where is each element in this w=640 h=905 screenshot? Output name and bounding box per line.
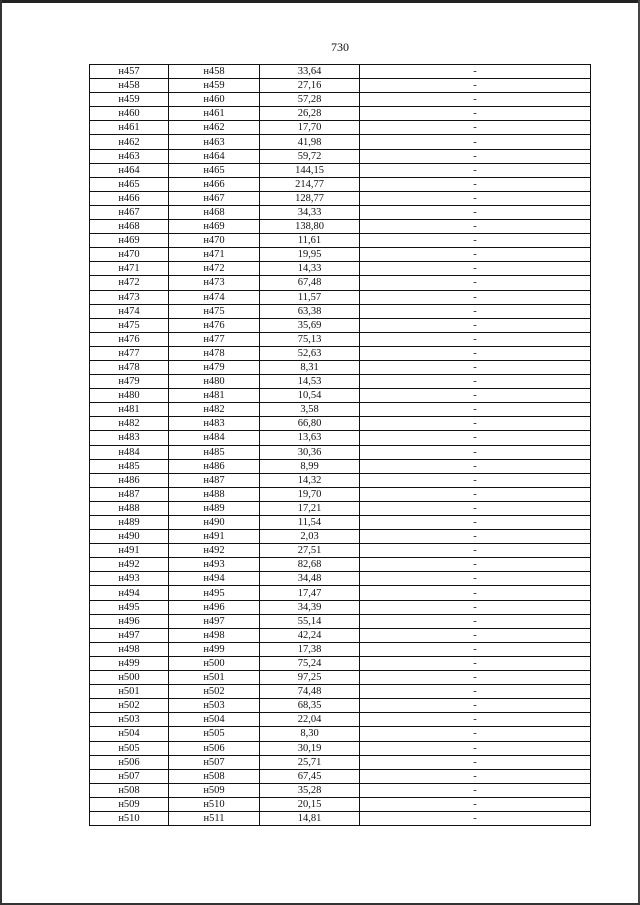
table-row xyxy=(90,600,591,614)
note-cell: - xyxy=(360,191,591,205)
distance-cell: 17,47 xyxy=(260,586,360,600)
note-cell: - xyxy=(360,586,591,600)
table-row xyxy=(90,544,591,558)
to-point-cell: н481 xyxy=(169,389,260,403)
table-body xyxy=(90,65,591,826)
from-point-cell: н488 xyxy=(90,501,169,515)
distance-cell: 14,33 xyxy=(260,262,360,276)
note-cell: - xyxy=(360,79,591,93)
distance-cell: 11,54 xyxy=(260,516,360,530)
table-row xyxy=(90,671,591,685)
table-row xyxy=(90,375,591,389)
table-row xyxy=(90,234,591,248)
from-point-cell: н472 xyxy=(90,276,169,290)
distance-cell: 214,77 xyxy=(260,177,360,191)
distance-cell: 34,48 xyxy=(260,572,360,586)
to-point-cell: н505 xyxy=(169,727,260,741)
table-row xyxy=(90,558,591,572)
to-point-cell: н495 xyxy=(169,586,260,600)
table-row xyxy=(90,220,591,234)
distance-cell: 67,48 xyxy=(260,276,360,290)
distance-cell: 13,63 xyxy=(260,431,360,445)
to-point-cell: н508 xyxy=(169,769,260,783)
note-cell: - xyxy=(360,234,591,248)
note-cell: - xyxy=(360,304,591,318)
from-point-cell: н501 xyxy=(90,685,169,699)
to-point-cell: н469 xyxy=(169,220,260,234)
distance-cell: 17,38 xyxy=(260,642,360,656)
table-row xyxy=(90,290,591,304)
table-row xyxy=(90,797,591,811)
table-row xyxy=(90,431,591,445)
distance-cell: 19,95 xyxy=(260,248,360,262)
note-cell: - xyxy=(360,487,591,501)
note-cell: - xyxy=(360,220,591,234)
from-point-cell: н482 xyxy=(90,417,169,431)
to-point-cell: н468 xyxy=(169,205,260,219)
distance-cell: 27,16 xyxy=(260,79,360,93)
to-point-cell: н460 xyxy=(169,93,260,107)
table-row xyxy=(90,628,591,642)
table-row xyxy=(90,572,591,586)
table-row xyxy=(90,741,591,755)
distance-cell: 8,31 xyxy=(260,360,360,374)
table-row xyxy=(90,65,591,79)
to-point-cell: н478 xyxy=(169,346,260,360)
to-point-cell: н497 xyxy=(169,614,260,628)
note-cell: - xyxy=(360,149,591,163)
note-cell: - xyxy=(360,755,591,769)
distance-cell: 25,71 xyxy=(260,755,360,769)
from-point-cell: н467 xyxy=(90,205,169,219)
note-cell: - xyxy=(360,501,591,515)
distance-cell: 27,51 xyxy=(260,544,360,558)
from-point-cell: н499 xyxy=(90,656,169,670)
boundary-points-table-container xyxy=(89,64,591,826)
distance-cell: 19,70 xyxy=(260,487,360,501)
distance-cell: 55,14 xyxy=(260,614,360,628)
from-point-cell: н465 xyxy=(90,177,169,191)
table-row xyxy=(90,318,591,332)
to-point-cell: н485 xyxy=(169,445,260,459)
scan-edge-top xyxy=(0,0,640,3)
distance-cell: 22,04 xyxy=(260,713,360,727)
from-point-cell: н462 xyxy=(90,135,169,149)
distance-cell: 75,24 xyxy=(260,656,360,670)
to-point-cell: н488 xyxy=(169,487,260,501)
table-row xyxy=(90,501,591,515)
note-cell: - xyxy=(360,797,591,811)
from-point-cell: н498 xyxy=(90,642,169,656)
to-point-cell: н465 xyxy=(169,163,260,177)
table-row xyxy=(90,530,591,544)
note-cell: - xyxy=(360,628,591,642)
from-point-cell: н475 xyxy=(90,318,169,332)
table-row xyxy=(90,360,591,374)
to-point-cell: н494 xyxy=(169,572,260,586)
note-cell: - xyxy=(360,642,591,656)
table-row xyxy=(90,93,591,107)
note-cell: - xyxy=(360,783,591,797)
distance-cell: 17,21 xyxy=(260,501,360,515)
to-point-cell: н477 xyxy=(169,332,260,346)
note-cell: - xyxy=(360,346,591,360)
table-row xyxy=(90,811,591,825)
from-point-cell: н509 xyxy=(90,797,169,811)
from-point-cell: н485 xyxy=(90,459,169,473)
to-point-cell: н483 xyxy=(169,417,260,431)
distance-cell: 52,63 xyxy=(260,346,360,360)
distance-cell: 82,68 xyxy=(260,558,360,572)
distance-cell: 68,35 xyxy=(260,699,360,713)
distance-cell: 26,28 xyxy=(260,107,360,121)
from-point-cell: н478 xyxy=(90,360,169,374)
note-cell: - xyxy=(360,248,591,262)
note-cell: - xyxy=(360,107,591,121)
to-point-cell: н461 xyxy=(169,107,260,121)
distance-cell: 10,54 xyxy=(260,389,360,403)
from-point-cell: н507 xyxy=(90,769,169,783)
note-cell: - xyxy=(360,614,591,628)
table-row xyxy=(90,699,591,713)
from-point-cell: н496 xyxy=(90,614,169,628)
table-row xyxy=(90,205,591,219)
from-point-cell: н479 xyxy=(90,375,169,389)
table-row xyxy=(90,713,591,727)
distance-cell: 11,57 xyxy=(260,290,360,304)
note-cell: - xyxy=(360,318,591,332)
note-cell: - xyxy=(360,769,591,783)
from-point-cell: н491 xyxy=(90,544,169,558)
from-point-cell: н495 xyxy=(90,600,169,614)
page-number: 730 xyxy=(331,40,349,54)
table-row xyxy=(90,332,591,346)
to-point-cell: н458 xyxy=(169,65,260,79)
to-point-cell: н466 xyxy=(169,177,260,191)
from-point-cell: н483 xyxy=(90,431,169,445)
to-point-cell: н489 xyxy=(169,501,260,515)
to-point-cell: н509 xyxy=(169,783,260,797)
from-point-cell: н463 xyxy=(90,149,169,163)
from-point-cell: н458 xyxy=(90,79,169,93)
from-point-cell: н497 xyxy=(90,628,169,642)
distance-cell: 14,32 xyxy=(260,473,360,487)
from-point-cell: н460 xyxy=(90,107,169,121)
distance-cell: 144,15 xyxy=(260,163,360,177)
to-point-cell: н503 xyxy=(169,699,260,713)
to-point-cell: н510 xyxy=(169,797,260,811)
note-cell: - xyxy=(360,389,591,403)
to-point-cell: н500 xyxy=(169,656,260,670)
distance-cell: 66,80 xyxy=(260,417,360,431)
distance-cell: 57,28 xyxy=(260,93,360,107)
table-row xyxy=(90,727,591,741)
note-cell: - xyxy=(360,93,591,107)
table-row xyxy=(90,417,591,431)
from-point-cell: н505 xyxy=(90,741,169,755)
note-cell: - xyxy=(360,713,591,727)
to-point-cell: н476 xyxy=(169,318,260,332)
table-row xyxy=(90,783,591,797)
from-point-cell: н489 xyxy=(90,516,169,530)
from-point-cell: н476 xyxy=(90,332,169,346)
distance-cell: 34,39 xyxy=(260,600,360,614)
from-point-cell: н487 xyxy=(90,487,169,501)
note-cell: - xyxy=(360,290,591,304)
from-point-cell: н510 xyxy=(90,811,169,825)
note-cell: - xyxy=(360,741,591,755)
note-cell: - xyxy=(360,572,591,586)
from-point-cell: н464 xyxy=(90,163,169,177)
to-point-cell: н496 xyxy=(169,600,260,614)
from-point-cell: н503 xyxy=(90,713,169,727)
to-point-cell: н493 xyxy=(169,558,260,572)
distance-cell: 138,80 xyxy=(260,220,360,234)
note-cell: - xyxy=(360,417,591,431)
from-point-cell: н470 xyxy=(90,248,169,262)
distance-cell: 35,28 xyxy=(260,783,360,797)
table-row xyxy=(90,586,591,600)
table-row xyxy=(90,656,591,670)
distance-cell: 41,98 xyxy=(260,135,360,149)
note-cell: - xyxy=(360,699,591,713)
note-cell: - xyxy=(360,459,591,473)
distance-cell: 33,64 xyxy=(260,65,360,79)
distance-cell: 14,53 xyxy=(260,375,360,389)
note-cell: - xyxy=(360,558,591,572)
table-row xyxy=(90,121,591,135)
distance-cell: 14,81 xyxy=(260,811,360,825)
note-cell: - xyxy=(360,276,591,290)
note-cell: - xyxy=(360,431,591,445)
distance-cell: 17,70 xyxy=(260,121,360,135)
distance-cell: 30,36 xyxy=(260,445,360,459)
to-point-cell: н464 xyxy=(169,149,260,163)
from-point-cell: н493 xyxy=(90,572,169,586)
table-row xyxy=(90,79,591,93)
note-cell: - xyxy=(360,177,591,191)
distance-cell: 59,72 xyxy=(260,149,360,163)
note-cell: - xyxy=(360,600,591,614)
from-point-cell: н477 xyxy=(90,346,169,360)
to-point-cell: н482 xyxy=(169,403,260,417)
from-point-cell: н469 xyxy=(90,234,169,248)
to-point-cell: н486 xyxy=(169,459,260,473)
table-row xyxy=(90,149,591,163)
from-point-cell: н468 xyxy=(90,220,169,234)
distance-cell: 2,03 xyxy=(260,530,360,544)
distance-cell: 75,13 xyxy=(260,332,360,346)
from-point-cell: н500 xyxy=(90,671,169,685)
note-cell: - xyxy=(360,65,591,79)
table-row xyxy=(90,642,591,656)
table-row xyxy=(90,304,591,318)
note-cell: - xyxy=(360,811,591,825)
to-point-cell: н474 xyxy=(169,290,260,304)
to-point-cell: н491 xyxy=(169,530,260,544)
table-row xyxy=(90,403,591,417)
note-cell: - xyxy=(360,685,591,699)
distance-cell: 34,33 xyxy=(260,205,360,219)
to-point-cell: н472 xyxy=(169,262,260,276)
distance-cell: 35,69 xyxy=(260,318,360,332)
to-point-cell: н504 xyxy=(169,713,260,727)
to-point-cell: н473 xyxy=(169,276,260,290)
to-point-cell: н502 xyxy=(169,685,260,699)
note-cell: - xyxy=(360,727,591,741)
from-point-cell: н502 xyxy=(90,699,169,713)
table-row xyxy=(90,163,591,177)
from-point-cell: н508 xyxy=(90,783,169,797)
note-cell: - xyxy=(360,375,591,389)
from-point-cell: н474 xyxy=(90,304,169,318)
distance-cell: 8,99 xyxy=(260,459,360,473)
note-cell: - xyxy=(360,473,591,487)
distance-cell: 20,15 xyxy=(260,797,360,811)
distance-cell: 67,45 xyxy=(260,769,360,783)
distance-cell: 11,61 xyxy=(260,234,360,248)
to-point-cell: н506 xyxy=(169,741,260,755)
distance-cell: 74,48 xyxy=(260,685,360,699)
from-point-cell: н471 xyxy=(90,262,169,276)
note-cell: - xyxy=(360,135,591,149)
to-point-cell: н487 xyxy=(169,473,260,487)
table-row xyxy=(90,755,591,769)
from-point-cell: н492 xyxy=(90,558,169,572)
distance-cell: 3,58 xyxy=(260,403,360,417)
table-row xyxy=(90,445,591,459)
note-cell: - xyxy=(360,121,591,135)
note-cell: - xyxy=(360,262,591,276)
from-point-cell: н481 xyxy=(90,403,169,417)
table-row xyxy=(90,614,591,628)
distance-cell: 30,19 xyxy=(260,741,360,755)
to-point-cell: н492 xyxy=(169,544,260,558)
note-cell: - xyxy=(360,332,591,346)
from-point-cell: н484 xyxy=(90,445,169,459)
distance-cell: 128,77 xyxy=(260,191,360,205)
to-point-cell: н479 xyxy=(169,360,260,374)
distance-cell: 63,38 xyxy=(260,304,360,318)
from-point-cell: н473 xyxy=(90,290,169,304)
table-row xyxy=(90,262,591,276)
table-row xyxy=(90,177,591,191)
to-point-cell: н462 xyxy=(169,121,260,135)
table-row xyxy=(90,191,591,205)
from-point-cell: н490 xyxy=(90,530,169,544)
note-cell: - xyxy=(360,671,591,685)
from-point-cell: н494 xyxy=(90,586,169,600)
note-cell: - xyxy=(360,403,591,417)
scan-edge-left xyxy=(0,0,2,905)
from-point-cell: н480 xyxy=(90,389,169,403)
from-point-cell: н459 xyxy=(90,93,169,107)
table-row xyxy=(90,248,591,262)
distance-cell: 97,25 xyxy=(260,671,360,685)
to-point-cell: н471 xyxy=(169,248,260,262)
table-row xyxy=(90,459,591,473)
note-cell: - xyxy=(360,544,591,558)
distance-cell: 8,30 xyxy=(260,727,360,741)
to-point-cell: н467 xyxy=(169,191,260,205)
to-point-cell: н490 xyxy=(169,516,260,530)
to-point-cell: н484 xyxy=(169,431,260,445)
note-cell: - xyxy=(360,530,591,544)
table-row xyxy=(90,135,591,149)
note-cell: - xyxy=(360,445,591,459)
to-point-cell: н507 xyxy=(169,755,260,769)
table-row xyxy=(90,107,591,121)
to-point-cell: н498 xyxy=(169,628,260,642)
to-point-cell: н511 xyxy=(169,811,260,825)
note-cell: - xyxy=(360,656,591,670)
table-row xyxy=(90,473,591,487)
to-point-cell: н459 xyxy=(169,79,260,93)
to-point-cell: н480 xyxy=(169,375,260,389)
note-cell: - xyxy=(360,360,591,374)
note-cell: - xyxy=(360,163,591,177)
table-row xyxy=(90,276,591,290)
note-cell: - xyxy=(360,516,591,530)
boundary-points-table xyxy=(89,64,591,826)
table-row xyxy=(90,346,591,360)
from-point-cell: н506 xyxy=(90,755,169,769)
table-row xyxy=(90,389,591,403)
note-cell: - xyxy=(360,205,591,219)
distance-cell: 42,24 xyxy=(260,628,360,642)
from-point-cell: н457 xyxy=(90,65,169,79)
to-point-cell: н463 xyxy=(169,135,260,149)
table-row xyxy=(90,769,591,783)
from-point-cell: н461 xyxy=(90,121,169,135)
from-point-cell: н486 xyxy=(90,473,169,487)
to-point-cell: н501 xyxy=(169,671,260,685)
to-point-cell: н475 xyxy=(169,304,260,318)
from-point-cell: н466 xyxy=(90,191,169,205)
to-point-cell: н470 xyxy=(169,234,260,248)
table-row xyxy=(90,487,591,501)
to-point-cell: н499 xyxy=(169,642,260,656)
table-row xyxy=(90,685,591,699)
from-point-cell: н504 xyxy=(90,727,169,741)
table-row xyxy=(90,516,591,530)
